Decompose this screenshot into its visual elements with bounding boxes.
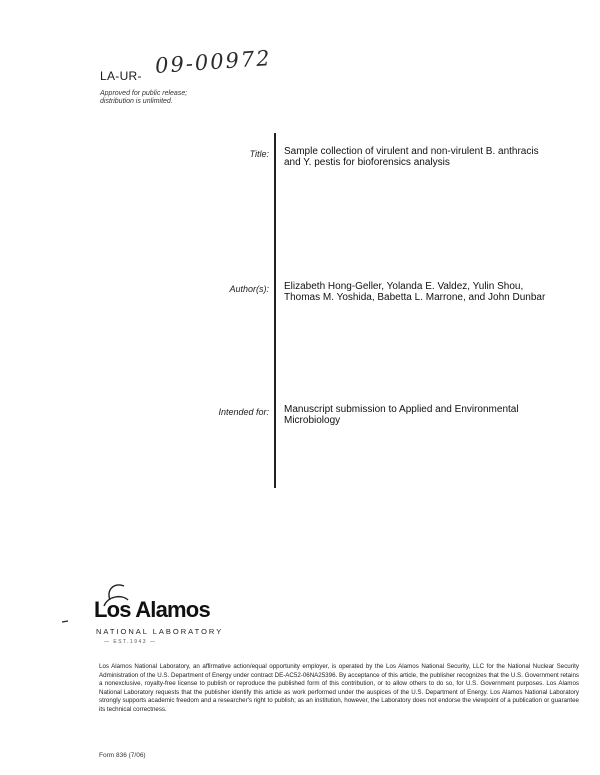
intended-line: Manuscript submission to Applied and Environmental	[284, 404, 519, 415]
field-divider-rule	[274, 133, 276, 488]
title-line: Sample collection of virulent and non-virulent B. anthracis	[284, 146, 539, 157]
intended-for-label: Intended for:	[218, 407, 269, 417]
authors-value	[284, 281, 599, 303]
title-line: and Y. pestis for bioforensics analysis	[284, 157, 450, 168]
logo-wordmark: Los Alamos	[94, 597, 210, 622]
authors-label: Author(s):	[229, 284, 269, 294]
form-number: Form 836 (7/06)	[99, 752, 146, 759]
authors-line: Elizabeth Hong-Geller, Yolanda E. Valdez, Yulin Shou,	[284, 281, 524, 292]
intended-line: Microbiology	[284, 415, 341, 426]
authors-line: Thomas M. Yoshida, Babetta L. Marrone, and John Dunbar	[284, 292, 546, 303]
approval-line: distribution is unlimited.	[100, 98, 173, 105]
logo-subtitle: NATIONAL LABORATORY	[96, 627, 224, 636]
approval-line: Approved for public release;	[100, 90, 188, 97]
logo-established: — EST.1943 —	[104, 639, 157, 645]
disclaimer-text: Los Alamos National Laboratory, an affirmative action/equal opportunity employer, is operated by the Los Alamos National Security, LLC for the National Nuclear Security Administration of the U.S. Department of Energy under contract DE-AC52-06NA25396. By acceptance of this article, the publisher recognizes that the U.S. Government retains a nonexclusive, royalty-free license to publish or reproduce the published form of this contribution, or to allow others to do so, for U.S. Government purposes. Los Alamos National Laboratory requests that the publisher identify this article as work performed under the auspices of the U.S. Department of Energy. Los Alamos National Laboratory strongly supports academic freedom and a researcher's right to publish; as an institution, however, the Laboratory does not endorse the viewpoint of a publication or guarantee its technical correctness.	[99, 663, 579, 713]
intended-for-value	[284, 404, 599, 426]
title-label: Title:	[249, 149, 269, 159]
report-number: 09-00972	[154, 45, 273, 78]
report-prefix: LA-UR-	[100, 69, 142, 83]
approval-statement	[100, 90, 187, 106]
title-value	[284, 146, 599, 168]
